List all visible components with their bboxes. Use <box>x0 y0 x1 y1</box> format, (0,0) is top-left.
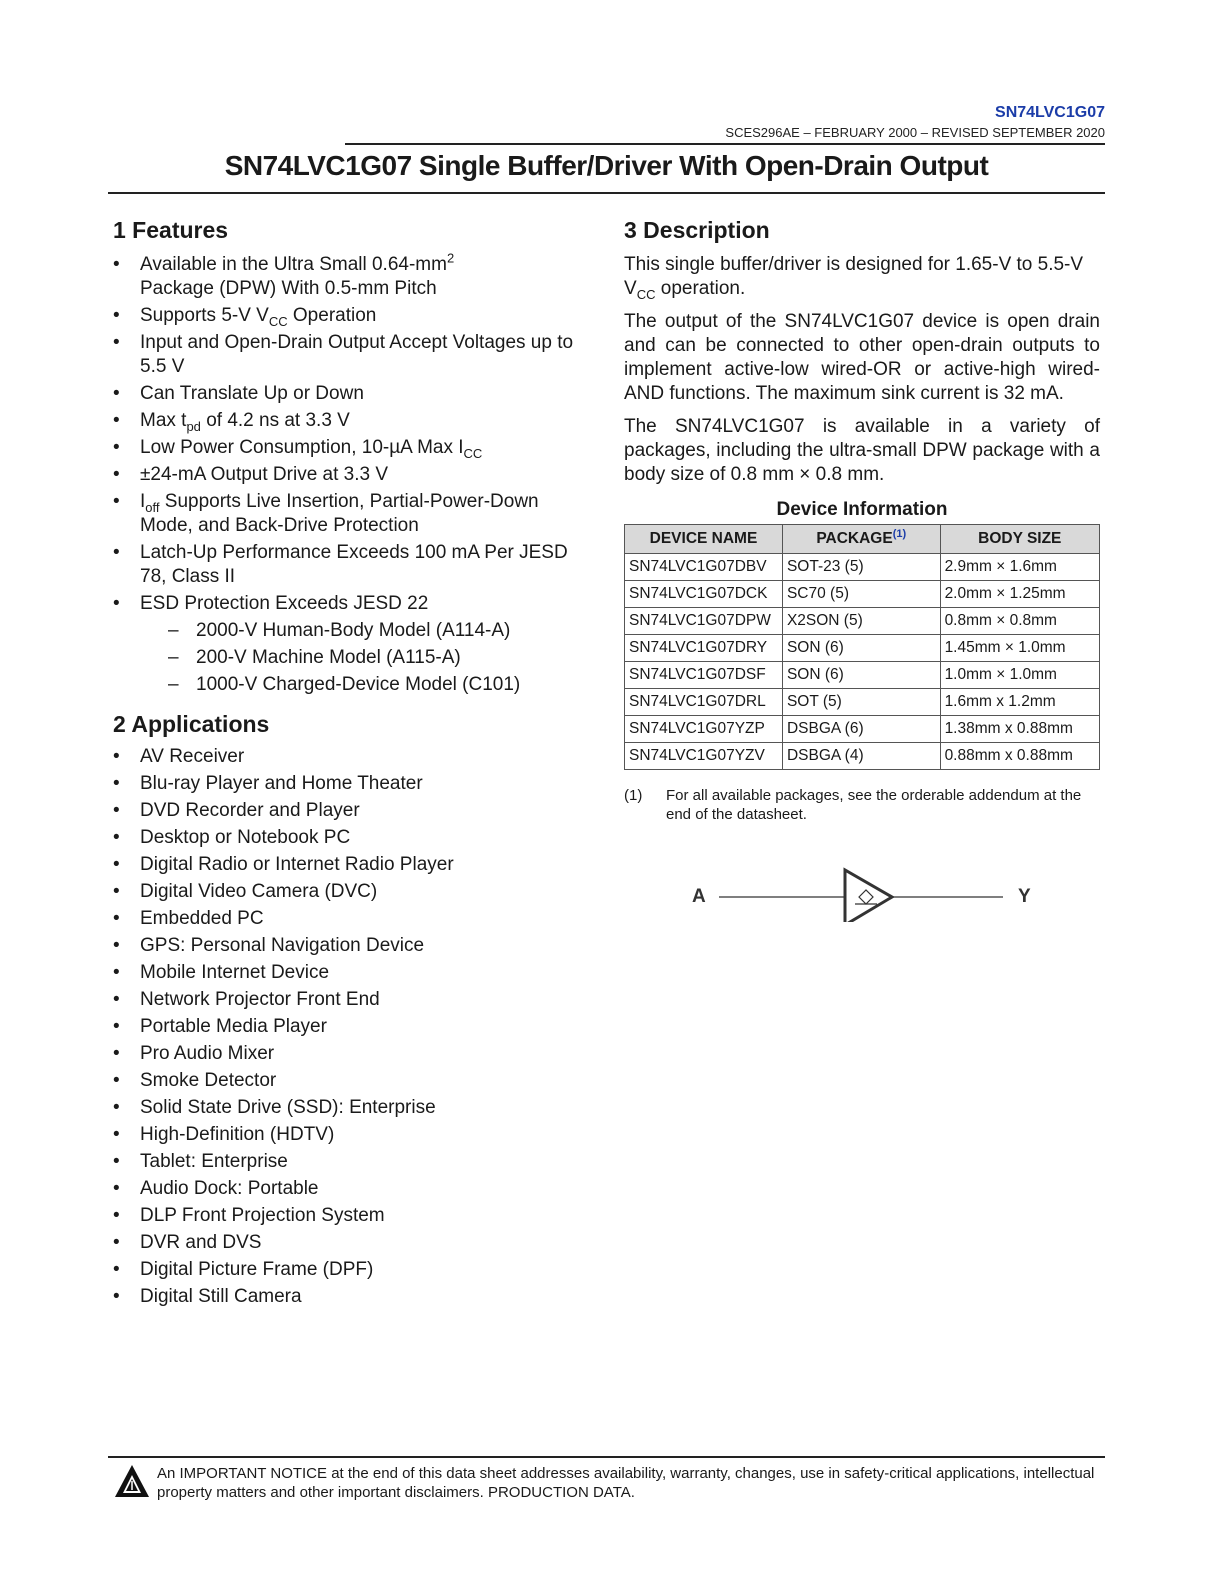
features-list <box>113 250 583 697</box>
esd-subitem: – 2000-V Human-Body Model (A114-A) <box>140 619 583 643</box>
feature-text: Supports Live Insertion, Partial-Power-Down Mode, and Back-Drive Protection <box>140 491 539 536</box>
table-cell: SN74LVC1G07DRY <box>625 635 783 662</box>
application-item: • Portable Media Player <box>113 1015 583 1039</box>
table-row <box>625 635 1100 662</box>
column-header-package <box>782 525 940 554</box>
footnote-ref-link[interactable]: (1) <box>892 527 907 540</box>
table-cell: 1.38mm x 0.88mm <box>940 716 1099 743</box>
table-cell: SOT-23 (5) <box>782 554 940 581</box>
input-label-a: A <box>692 886 706 907</box>
column-header: DEVICE NAME <box>625 525 783 554</box>
application-item: • DVD Recorder and Player <box>113 799 583 823</box>
application-item: • Digital Still Camera <box>113 1285 583 1309</box>
table-cell: SN74LVC1G07YZP <box>625 716 783 743</box>
header-part-number-link[interactable]: SN74LVC1G07 <box>995 104 1105 121</box>
feature-superscript: 2 <box>446 250 455 266</box>
warning-triangle-icon <box>113 1463 151 1499</box>
description-heading: 3 Description <box>624 217 770 243</box>
table-row <box>625 743 1100 770</box>
table-cell: DSBGA (6) <box>782 716 940 743</box>
footnote-number: (1) <box>624 787 643 804</box>
buffer-symbol-diagram <box>624 842 1100 922</box>
description-subscript: CC <box>636 286 656 302</box>
feature-item <box>113 250 583 301</box>
feature-text: Operation <box>287 305 377 326</box>
esd-subitem: – 1000-V Charged-Device Model (C101) <box>140 673 583 697</box>
feature-item <box>113 592 583 697</box>
feature-subscript: pd <box>186 418 201 434</box>
table-header-row <box>625 525 1100 554</box>
table-cell: SC70 (5) <box>782 581 940 608</box>
feature-text: Supports 5-V V <box>140 305 269 326</box>
application-item: • DVR and DVS <box>113 1231 583 1255</box>
applications-list <box>113 745 583 1309</box>
table-cell: 1.0mm × 1.0mm <box>940 662 1099 689</box>
buffer-triangle <box>845 870 892 922</box>
esd-sublist <box>140 619 583 697</box>
table-cell: 0.88mm x 0.88mm <box>940 743 1099 770</box>
application-item: • Audio Dock: Portable <box>113 1177 583 1201</box>
table-cell: 2.0mm × 1.25mm <box>940 581 1099 608</box>
description-paragraph: The SN74LVC1G07 is available in a variety of packages, including the ultra-small DPW package with a body size of 0.8 mm × 0.8 mm. <box>624 416 1100 485</box>
column-header: PACKAGE <box>816 530 893 547</box>
feature-item: • ±24-mA Output Drive at 3.3 V <box>113 463 583 487</box>
application-item: • High-Definition (HDTV) <box>113 1123 583 1147</box>
application-item: • Embedded PC <box>113 907 583 931</box>
table-cell: SON (6) <box>782 662 940 689</box>
feature-text: I <box>140 491 146 512</box>
feature-item <box>113 304 583 328</box>
feature-text: ESD Protection Exceeds JESD 22 <box>140 593 429 614</box>
feature-text: Package (DPW) With 0.5-mm Pitch <box>140 278 437 299</box>
description-text: operation. <box>655 278 746 299</box>
esd-subitem: – 200-V Machine Model (A115-A) <box>140 646 583 670</box>
table-cell: X2SON (5) <box>782 608 940 635</box>
footer-divider <box>108 1456 1105 1458</box>
table-cell: 1.6mm x 1.2mm <box>940 689 1099 716</box>
feature-item: • Can Translate Up or Down <box>113 382 583 406</box>
table-row <box>625 689 1100 716</box>
feature-item: • Latch-Up Performance Exceeds 100 mA Per JESD 78, Class II <box>113 541 583 589</box>
table-cell: 1.45mm × 1.0mm <box>940 635 1099 662</box>
feature-text: Available in the Ultra Small 0.64-mm <box>140 254 447 275</box>
left-column <box>113 213 583 1312</box>
column-header: BODY SIZE <box>940 525 1099 554</box>
footnote-text: For all available packages, see the orderable addendum at the end of the datasheet. <box>666 787 1082 823</box>
application-item: • Digital Radio or Internet Radio Player <box>113 853 583 877</box>
table-footnote <box>624 786 1100 824</box>
feature-text: Low Power Consumption, 10-µA Max I <box>140 437 464 458</box>
table-cell: SN74LVC1G07DPW <box>625 608 783 635</box>
logic-symbol <box>624 842 1100 922</box>
application-item: • Mobile Internet Device <box>113 961 583 985</box>
application-item: • AV Receiver <box>113 745 583 769</box>
table-cell: 0.8mm × 0.8mm <box>940 608 1099 635</box>
table-cell: DSBGA (4) <box>782 743 940 770</box>
header-revision: SCES296AE – FEBRUARY 2000 – REVISED SEPTEMBER 2020 <box>725 125 1105 140</box>
table-cell: SN74LVC1G07DCK <box>625 581 783 608</box>
application-item: • Digital Picture Frame (DPF) <box>113 1258 583 1282</box>
table-cell: SN74LVC1G07YZV <box>625 743 783 770</box>
output-label-y: Y <box>1018 886 1031 907</box>
application-item: • Digital Video Camera (DVC) <box>113 880 583 904</box>
title-divider <box>108 192 1105 194</box>
feature-item <box>113 490 583 538</box>
applications-heading: 2 Applications <box>113 711 270 737</box>
table-cell: SN74LVC1G07DRL <box>625 689 783 716</box>
right-column <box>624 213 1100 922</box>
feature-subscript: off <box>145 499 160 515</box>
feature-text: of 4.2 ns at 3.3 V <box>200 410 350 431</box>
table-row <box>625 608 1100 635</box>
features-heading: 1 Features <box>113 217 229 243</box>
feature-subscript: CC <box>268 313 288 329</box>
application-item: • DLP Front Projection System <box>113 1204 583 1228</box>
description-paragraph: The output of the SN74LVC1G07 device is open drain and can be connected to other open-drain outputs to implement active-low wired-OR or active-high wired-AND functions. The maximum sink current is 32 mA. <box>624 311 1100 404</box>
feature-item <box>113 436 583 460</box>
header-divider <box>345 143 1105 145</box>
feature-text: Max t <box>140 410 187 431</box>
description-paragraph <box>624 253 1100 301</box>
feature-subscript: CC <box>463 445 483 461</box>
application-item: • Desktop or Notebook PC <box>113 826 583 850</box>
open-drain-diamond-icon <box>859 890 873 904</box>
table-cell: SN74LVC1G07DSF <box>625 662 783 689</box>
feature-item: • Input and Open-Drain Output Accept Voltages up to 5.5 V <box>113 331 583 379</box>
application-item: • Solid State Drive (SSD): Enterprise <box>113 1096 583 1120</box>
application-item: • Network Projector Front End <box>113 988 583 1012</box>
application-item: • Blu-ray Player and Home Theater <box>113 772 583 796</box>
table-row <box>625 581 1100 608</box>
application-item: • Smoke Detector <box>113 1069 583 1093</box>
table-row <box>625 662 1100 689</box>
table-cell: 2.9mm × 1.6mm <box>940 554 1099 581</box>
important-notice: An IMPORTANT NOTICE at the end of this data sheet addresses availability, warranty, changes, use in safety-critical applications, intellectual property matters and other important disclaimers. PRODUCTION DATA. <box>157 1465 1095 1501</box>
description-text: This single buffer/driver is designed for 1.65-V to 5.5-V V <box>624 254 1084 299</box>
feature-item <box>113 409 583 433</box>
application-item: • GPS: Personal Navigation Device <box>113 934 583 958</box>
document-title: SN74LVC1G07 Single Buffer/Driver With Open-Drain Output <box>224 150 989 181</box>
table-row <box>625 554 1100 581</box>
device-information-table <box>624 524 1100 770</box>
table-cell: SOT (5) <box>782 689 940 716</box>
table-row <box>625 716 1100 743</box>
application-item: • Tablet: Enterprise <box>113 1150 583 1174</box>
table-cell: SN74LVC1G07DBV <box>625 554 783 581</box>
table-cell: SON (6) <box>782 635 940 662</box>
application-item: • Pro Audio Mixer <box>113 1042 583 1066</box>
device-table-title: Device Information <box>776 499 948 520</box>
